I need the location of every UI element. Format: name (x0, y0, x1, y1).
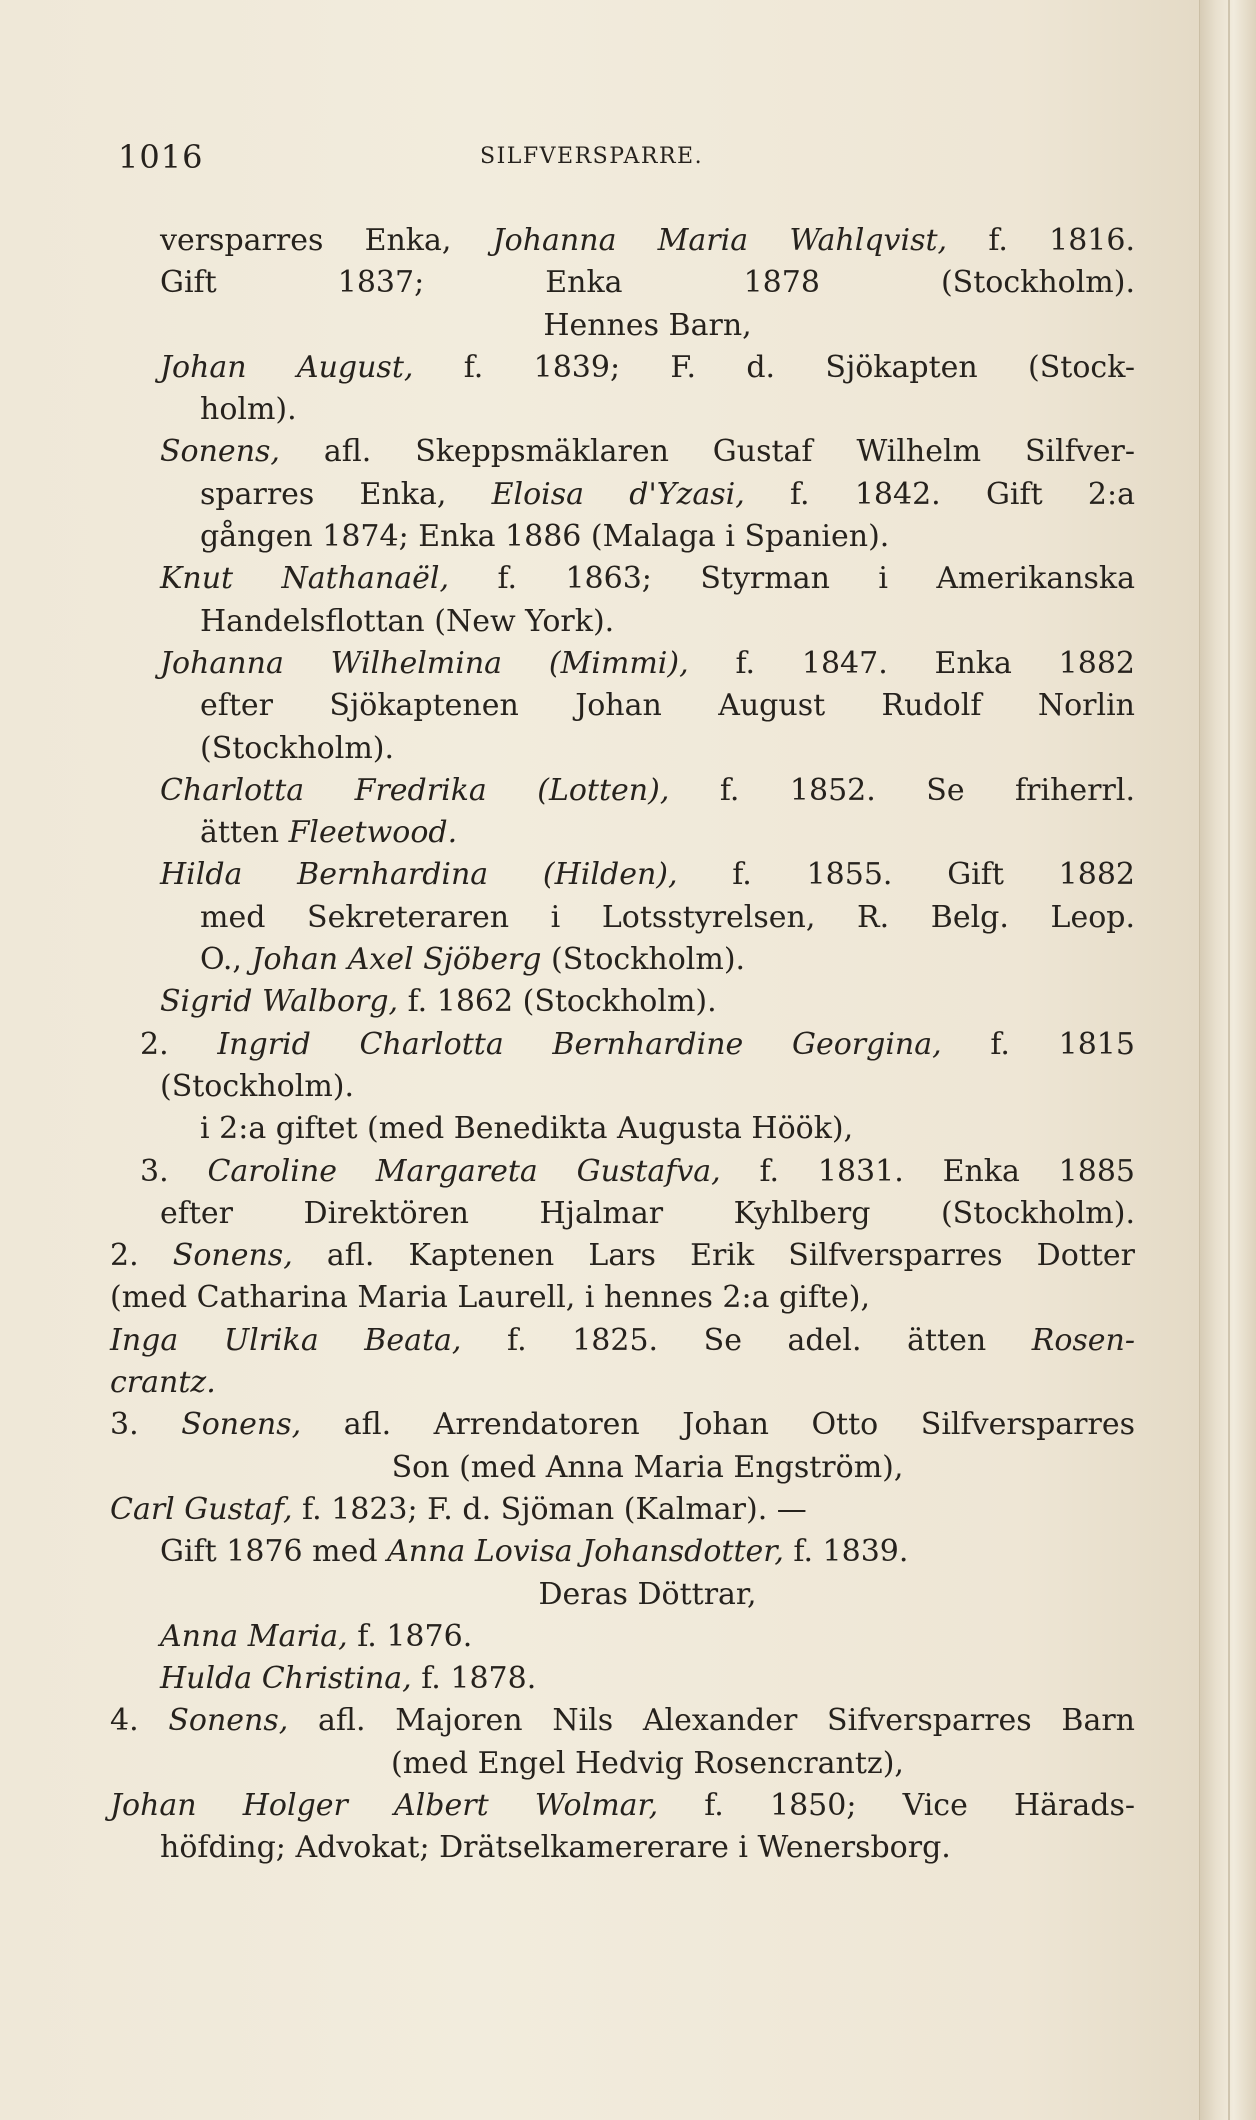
binding-shadow (1228, 0, 1230, 2120)
italic-name: Johanna Wilhelmina (Mimmi), (160, 645, 689, 681)
italic-name: Charlotta Fredrika (Lotten), (160, 772, 670, 808)
section-heading: Hennes Barn, (543, 307, 752, 343)
text-line: Johanna Wilhelmina (Mimmi), f. 1847. Enka 1882 (160, 645, 1136, 681)
page-edge (1199, 0, 1256, 2120)
italic-name: Caroline Margareta Gustafva, (207, 1153, 721, 1189)
italic-name: Johan Holger Albert Wolmar, (110, 1787, 659, 1823)
text-line: höfding; Advokat; Drätselkamererare i Wenersborg. (160, 1830, 951, 1866)
text-line: Hulda Christina, f. 1878. (160, 1661, 537, 1697)
text-line: Johan Holger Albert Wolmar, f. 1850; Vice Härads- (110, 1787, 1136, 1823)
text-line: 2. Sonens, afl. Kaptenen Lars Erik Silfversparres Dotter (110, 1238, 1135, 1274)
italic-name: Ingrid Charlotta Bernhardine Georgina, (217, 1026, 942, 1062)
text-line: 4. Sonens, afl. Majoren Nils Alexander Sifversparres Barn (110, 1703, 1135, 1739)
text-line: Carl Gustaf, f. 1823; F. d. Sjöman (Kalmar). — (110, 1491, 807, 1527)
running-title: SILFVERSPARRE. (480, 144, 704, 169)
text-line: Sonens, afl. Skeppsmäklaren Gustaf Wilhelm Silfver- (160, 434, 1135, 470)
italic-name: Knut Nathanaël, (160, 561, 450, 597)
text-line: Knut Nathanaël, f. 1863; Styrman i Amerikanska (160, 561, 1135, 597)
text-line: holm). (200, 392, 297, 428)
text-line: (med Catharina Maria Laurell, i hennes 2:a gifte), (110, 1280, 870, 1316)
text-line: Anna Maria, f. 1876. (160, 1618, 473, 1654)
italic-name: Rosen- (1031, 1322, 1136, 1358)
text-line: 3. Caroline Margareta Gustafva, f. 1831. Enka 1885 (140, 1153, 1136, 1189)
text-line: efter Direktören Hjalmar Kyhlberg (Stockholm). (160, 1195, 1135, 1231)
genealogy-text (110, 220, 1136, 1870)
italic-name: Sonens, (181, 1407, 302, 1443)
italic-name: Fleetwood. (288, 815, 458, 851)
text-line: Gift 1837; Enka 1878 (Stockholm). (160, 265, 1135, 301)
text-line (110, 1362, 1135, 1404)
text-line: 3. Sonens, afl. Arrendatoren Johan Otto Silfversparres (110, 1407, 1135, 1443)
italic-name: Anna Lovisa Johansdotter, (387, 1534, 784, 1570)
italic-name: Sonens, (160, 434, 280, 470)
italic-name: Carl Gustaf, (110, 1491, 293, 1527)
text-line: versparres Enka, Johanna Maria Wahlqvist, f. 1816. (160, 223, 1135, 258)
italic-name: Hilda Bernhardina (Hilden), (160, 857, 678, 893)
italic-name: Inga Ulrika Beata, (110, 1322, 462, 1358)
section-heading: Deras Döttrar, (538, 1576, 757, 1612)
italic-name: Sonens, (172, 1238, 293, 1274)
text-line: Johan August, f. 1839; F. d. Sjökapten (Stock- (160, 349, 1135, 385)
italic-name: Anna Maria, (160, 1618, 348, 1654)
text-line: Handelsflottan (New York). (200, 603, 615, 639)
italic-name: Johan Axel Sjöberg (251, 942, 542, 978)
text-line: (Stockholm). (200, 730, 395, 766)
section-heading: (med Engel Hedvig Rosencrantz), (391, 1745, 904, 1781)
text-line: Gift 1876 med Anna Lovisa Johansdotter, f. 1839. (160, 1534, 909, 1570)
page-header (118, 138, 1138, 178)
text-line: Inga Ulrika Beata, f. 1825. Se adel. ätten Rosen- (110, 1322, 1136, 1358)
section-heading: Son (med Anna Maria Engström), (391, 1449, 904, 1485)
italic-name: Johanna Maria Wahlqvist, (492, 223, 948, 258)
italic-name: Sonens, (168, 1703, 289, 1739)
italic-name: Johan August, (160, 349, 414, 385)
text-line: O., Johan Axel Sjöberg (Stockholm). (200, 942, 746, 978)
text-line: Charlotta Fredrika (Lotten), f. 1852. Se friherrl. (160, 772, 1135, 808)
text-line: efter Sjökaptenen Johan August Rudolf Norlin (200, 688, 1135, 724)
text-line: 2. Ingrid Charlotta Bernhardine Georgina, f. 1815 (140, 1026, 1135, 1062)
text-line: gången 1874; Enka 1886 (Malaga i Spanien). (200, 519, 890, 555)
italic-name: crantz. (110, 1365, 216, 1401)
text-line: (Stockholm). (160, 1068, 355, 1104)
italic-name: Hulda Christina, (160, 1661, 412, 1697)
text-line: Hilda Bernhardina (Hilden), f. 1855. Gift 1882 (160, 857, 1135, 893)
text-line: i 2:a giftet (med Benedikta Augusta Höök), (200, 1111, 854, 1147)
page-number: 1016 (118, 138, 204, 176)
text-line: ätten Fleetwood. (200, 815, 458, 851)
text-line: Sigrid Walborg, f. 1862 (Stockholm). (160, 984, 717, 1020)
italic-name: Sigrid Walborg, (160, 984, 399, 1020)
italic-name: Eloisa d'Yzasi, (491, 476, 745, 512)
text-line: med Sekreteraren i Lotsstyrelsen, R. Belg. Leop. (200, 899, 1135, 935)
text-line: sparres Enka, Eloisa d'Yzasi, f. 1842. Gift 2:a (200, 476, 1135, 512)
